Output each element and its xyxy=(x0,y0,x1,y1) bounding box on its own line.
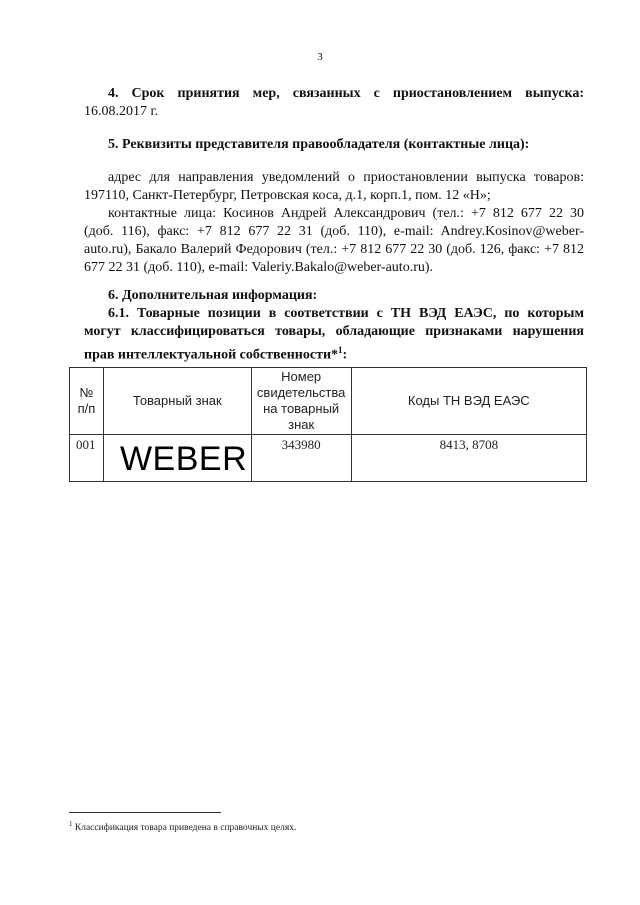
header-num-line-2: п/п xyxy=(77,401,96,416)
row-num: 001 xyxy=(70,435,104,482)
weber-logo: WEBER xyxy=(119,440,248,478)
row-certificate: 343980 xyxy=(251,435,351,482)
row-trademark xyxy=(103,435,251,482)
address-line-1: адрес для направления уведомлений о приостановлении выпуска товаров: xyxy=(108,170,584,185)
section-6-1 xyxy=(84,305,584,365)
header-cert-line-3: на товарный xyxy=(263,401,340,416)
section-4 xyxy=(84,85,584,121)
section-6 xyxy=(84,287,584,305)
trademark-table xyxy=(69,367,587,482)
section-5 xyxy=(84,136,584,154)
page-number: 3 xyxy=(317,51,323,63)
footnote-text: Классификация товара приведена в справочных целях. xyxy=(74,823,297,834)
header-cert-line-2: свидетельства xyxy=(256,385,346,400)
section-6-heading: 6. Дополнительная информация: xyxy=(108,288,318,303)
row-codes: 8413, 8708 xyxy=(351,435,586,482)
section-5-heading: 5. Реквизиты представителя правообладателя (контактные лица): xyxy=(108,137,530,152)
footnote xyxy=(69,820,296,833)
header-num xyxy=(70,368,104,435)
contacts-line-3: auto.ru), Бакало Валерий Федорович (тел.: +7 812 677 22 30 (доб. 126, факс: +7 812 xyxy=(84,242,584,257)
section-6-1-line-3-text: прав интеллектуальной собственности* xyxy=(84,347,339,363)
section-4-heading: 4. Срок принятия мер, связанных с приостановлением выпуска: xyxy=(108,86,584,101)
section-6-1-colon: : xyxy=(342,347,348,363)
header-cert-line-4: знак xyxy=(288,417,315,432)
footnote-ref[interactable]: 1 xyxy=(338,345,343,355)
header-cert-line-1: Номер xyxy=(281,369,322,384)
header-certificate xyxy=(251,368,351,435)
header-num-line-1: № xyxy=(79,385,94,400)
section-4-date: 16.08.2017 г. xyxy=(84,104,159,119)
contacts-line-2: (доб. 116), факс: +7 812 677 22 31 (доб. 110), e-mail: Andrey.Kosinov@weber- xyxy=(84,224,584,239)
address-line-2: 197110, Санкт-Петербург, Петровская коса, д.1, корп.1, пом. 12 «Н»; xyxy=(84,188,491,203)
section-5-body xyxy=(84,169,584,277)
footnote-marker: 1 xyxy=(69,820,73,828)
header-codes: Коды ТН ВЭД ЕАЭС xyxy=(351,368,586,435)
table-header-row xyxy=(70,368,587,435)
footnote-divider xyxy=(69,812,221,813)
section-6-1-line-1: 6.1. Товарные позиции в соответствии с ТН ВЭД ЕАЭС, по которым xyxy=(108,306,584,321)
table-row xyxy=(70,435,587,482)
contacts-line-4: 677 22 31 (доб. 110), e-mail: Valeriy.Bakalo@weber-auto.ru). xyxy=(84,260,434,275)
section-6-1-line-2: могут классифицироваться товары, обладающие признаками нарушения xyxy=(84,324,584,339)
contacts-line-1: контактные лица: Косинов Андрей Александрович (тел.: +7 812 677 22 30 xyxy=(108,206,584,221)
section-6-1-line-3 xyxy=(84,341,584,365)
header-trademark: Товарный знак xyxy=(103,368,251,435)
